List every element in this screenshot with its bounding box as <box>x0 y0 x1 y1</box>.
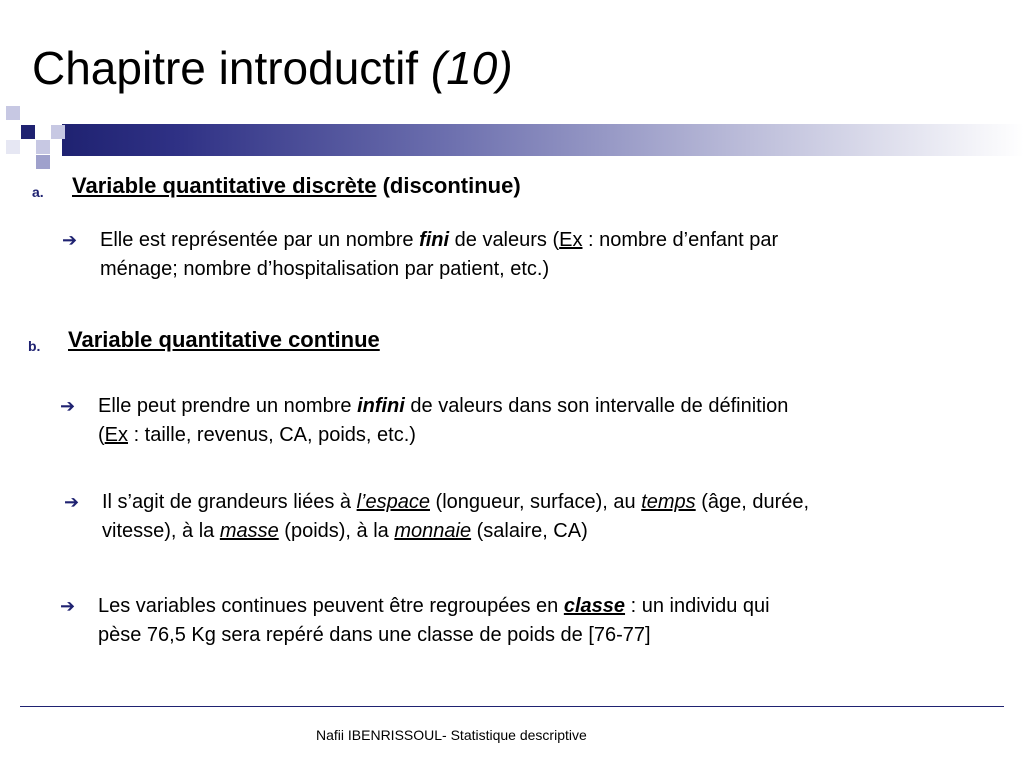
text-run: pèse 76,5 Kg sera repéré dans une classe de poids de [76-77] <box>98 624 651 646</box>
section-a-marker: a. <box>32 184 44 200</box>
text-run: vitesse), à la <box>102 520 220 542</box>
emphasis-temps: temps <box>641 491 696 513</box>
text-run: : taille, revenus, CA, poids, etc.) <box>128 424 416 446</box>
section-a-title-rest: (discontinue) <box>376 173 521 198</box>
arrow-right-icon: ➔ <box>64 492 80 512</box>
section-a-heading <box>32 172 732 202</box>
section-b-heading <box>28 326 728 356</box>
footer-text: Nafii IBENRISSOUL- Statistique descriptive <box>316 727 587 743</box>
section-b-bullet-3-text <box>98 592 770 650</box>
section-b-bullet-1 <box>60 392 1020 452</box>
arrow-right-icon: ➔ <box>62 230 78 250</box>
text-run: Elle est représentée par un nombre <box>100 229 420 251</box>
section-b-bullet-1-text <box>98 392 788 450</box>
text-run: de valeurs dans son intervalle de définition <box>404 395 789 417</box>
section-b-bullet-2 <box>64 488 1022 548</box>
footer-divider <box>20 706 1004 707</box>
slide-title-number: (10) <box>430 42 513 94</box>
emphasis-masse: masse <box>219 520 279 542</box>
section-b-bullet-2-text <box>102 488 809 546</box>
decor-square <box>36 140 50 154</box>
decor-square <box>36 155 50 169</box>
text-run: (salaire, CA) <box>471 520 588 542</box>
emphasis-infini: infini <box>357 395 405 417</box>
decor-square <box>6 106 20 120</box>
text-run: ( <box>98 424 105 446</box>
text-run: Elle peut prendre un nombre <box>98 395 358 417</box>
decor-square <box>21 140 35 154</box>
arrow-right-icon: ➔ <box>60 396 76 416</box>
text-run: : un individu qui <box>625 595 770 617</box>
section-a-bullet-1 <box>62 226 1022 286</box>
text-run: de valeurs ( <box>449 229 560 251</box>
arrow-right-icon: ➔ <box>60 596 76 616</box>
decor-square <box>51 125 65 139</box>
text-run: (longueur, surface), au <box>429 491 642 513</box>
section-b-bullet-3 <box>60 592 1020 652</box>
text-run: ménage; nombre d’hospitalisation par patient, etc.) <box>100 258 550 280</box>
text-run: (poids), à la <box>278 520 395 542</box>
emphasis-monnaie: monnaie <box>394 520 472 542</box>
section-a-title: Variable quantitative discrète <box>72 173 377 198</box>
emphasis-classe: classe <box>563 595 626 617</box>
emphasis-espace: l’espace <box>356 491 430 513</box>
section-b-title: Variable quantitative continue <box>68 327 380 352</box>
example-label: Ex <box>104 424 129 446</box>
decor-square <box>6 140 20 154</box>
slide-title <box>32 40 513 96</box>
example-label: Ex <box>559 229 583 251</box>
text-run: : nombre d’enfant par <box>582 229 779 251</box>
slide-title-main: Chapitre introductif <box>32 42 431 94</box>
section-a-bullet-1-text <box>100 226 778 284</box>
text-run: (âge, durée, <box>695 491 810 513</box>
decor-square <box>21 125 35 139</box>
text-run: Il s’agit de grandeurs liées à <box>102 491 357 513</box>
text-run: Les variables continues peuvent être regroupées en <box>98 595 564 617</box>
header-gradient-band <box>62 124 1024 156</box>
section-b-marker: b. <box>28 338 41 354</box>
emphasis-fini: fini <box>419 229 450 251</box>
